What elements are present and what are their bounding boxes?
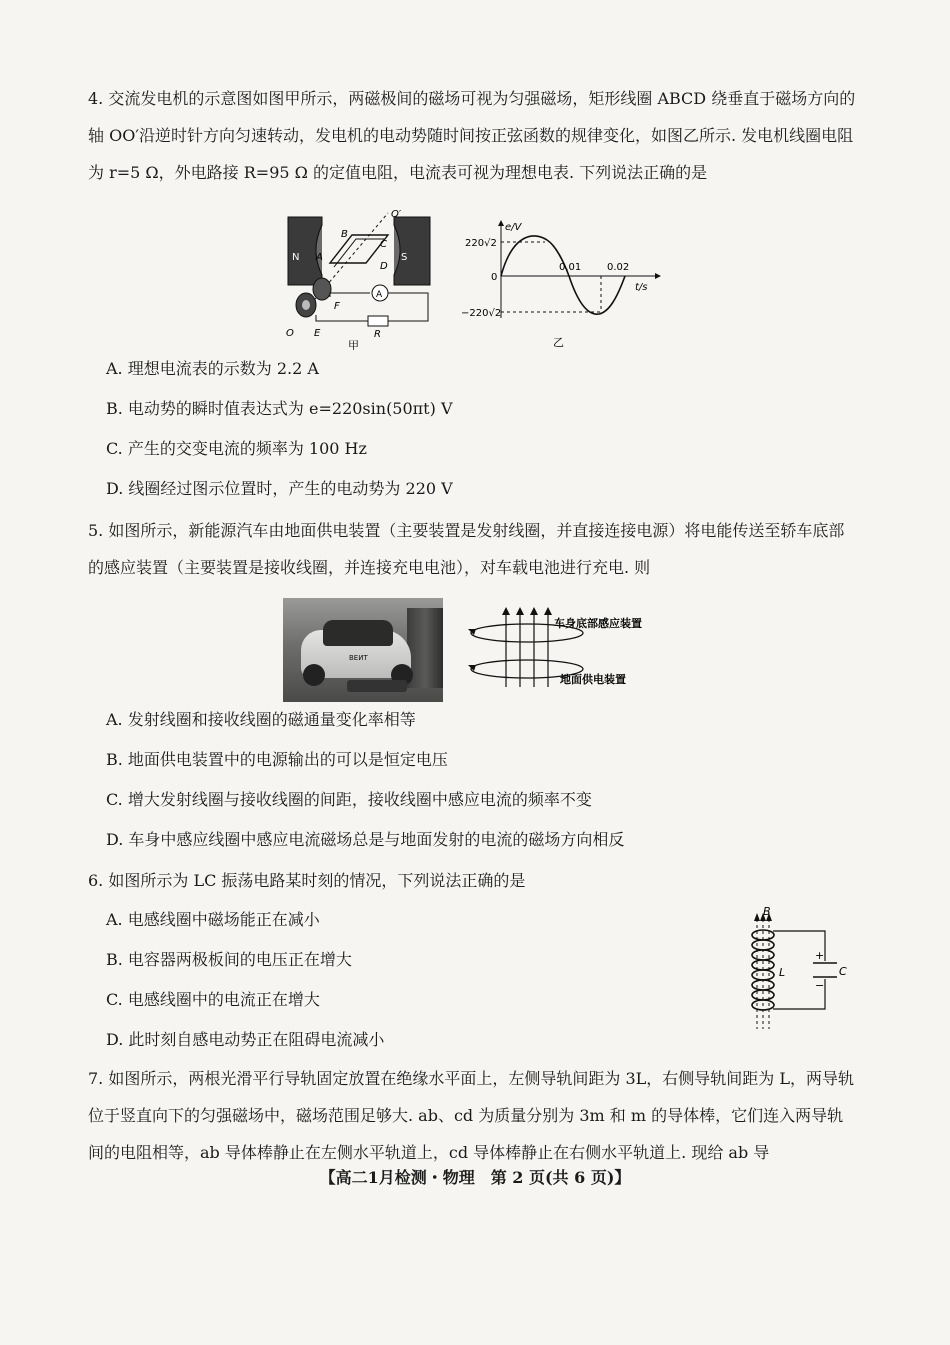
y-axis-label: e/V (505, 222, 522, 233)
q7-stem: 7. 如图所示，两根光滑平行导轨固定放置在绝缘水平面上，左侧导轨间距为 3L，右侧导轨间距为 L，两导轨位于竖直向下的匀强磁场中，磁场范围足够大. ab、cd 为质量分别为 3m 和 m 的导体棒，它们连入两导轨间的电阻相等，ab 导体棒静止在左侧水平轨道上，cd 导体棒静止在右侧水平轨道上. 现给 ab 导 (88, 1069, 854, 1162)
q6-option-c: C. 电感线圈中的电流正在增大 (106, 990, 320, 1009)
q4-option-b: B. 电动势的瞬时值表达式为 e=220sin(50πt) V (106, 399, 453, 418)
ammeter-label: A (376, 290, 383, 300)
label-s: S (401, 252, 408, 263)
q6-option-a: A. 电感线圈中磁场能正在减小 (106, 910, 320, 929)
y-max-label: 220√2 (465, 238, 497, 249)
label-b: B (763, 905, 771, 918)
q4-option-a: A. 理想电流表的示数为 2.2 A (106, 359, 319, 378)
resistor-r (368, 316, 388, 326)
page-footer: 【高二1月检测・物理 第 2 页(共 6 页)】 (319, 1168, 631, 1187)
label-d: D (380, 261, 388, 272)
origin-label: 0 (491, 272, 498, 283)
label-b: B (341, 229, 348, 240)
label-r: R (374, 329, 381, 340)
q6-option-d: D. 此时刻自感电动势正在阻碍电流减小 (106, 1030, 385, 1049)
top-coil-label: 车身底部感应装置 (554, 617, 642, 630)
emf-curve (501, 236, 625, 314)
t2-label: 0.02 (607, 262, 630, 273)
generator-diagram (270, 205, 445, 350)
y-min-label: −220√2 (461, 308, 502, 319)
label-f: F (334, 301, 340, 312)
q5-option-d: D. 车身中感应线圈中感应电流磁场总是与地面发射的电流的磁场方向相反 (106, 830, 625, 849)
minus-sign: − (815, 979, 825, 992)
x-axis-label: t/s (635, 282, 648, 293)
q5-option-b: B. 地面供电装置中的电源输出的可以是恒定电压 (106, 750, 448, 769)
label-c: C (380, 239, 387, 250)
bottom-coil-label: 地面供电装置 (560, 673, 626, 686)
label-e: E (314, 328, 321, 339)
license-plate: ВЕИТ (349, 654, 368, 662)
label-l: L (779, 966, 786, 979)
figure-label-yi: 乙 (553, 336, 564, 349)
emf-time-graph (455, 218, 665, 353)
q6-stem: 6. 如图所示为 LC 振荡电路某时刻的情况，下列说法正确的是 (88, 871, 526, 890)
t1-label: 0.01 (559, 262, 582, 273)
label-o: O (286, 328, 294, 339)
q6-option-b: B. 电容器两极板间的电压正在增大 (106, 950, 352, 969)
q4-option-c: C. 产生的交变电流的频率为 100 Hz (106, 439, 367, 458)
wireless-charging-diagram (462, 605, 662, 695)
slip-ring (313, 278, 331, 300)
label-o-prime: O′ (391, 209, 402, 220)
plus-sign: + (815, 949, 825, 962)
q5-stem: 5. 如图所示，新能源汽车由地面供电装置（主要装置是发射线圈，并直接连接电源）将电能传送至轿车底部的感应装置（主要装置是接收线圈，并连接充电电池），对车载电池进行充电. 则 (88, 521, 845, 577)
q5-option-a: A. 发射线圈和接收线圈的磁通量变化率相等 (106, 710, 416, 729)
q4-option-d: D. 线圈经过图示位置时，产生的电动势为 220 V (106, 479, 453, 498)
q5-option-c: C. 增大发射线圈与接收线圈的间距，接收线圈中感应电流的频率不变 (106, 790, 592, 809)
charging-car-photo (283, 598, 443, 702)
label-a: A (316, 252, 323, 263)
label-c: C (839, 965, 847, 978)
q4-stem: 4. 交流发电机的示意图如图甲所示，两磁极间的磁场可视为匀强磁场，矩形线圈 ABCD 绕垂直于磁场方向的轴 OO′沿逆时针方向匀速转动，发电机的电动势随时间按正弦函数的规律变化，如图乙所示. 发电机线圈电阻为 r=5 Ω，外电路接 R=95 Ω 的定值电阻，电流表可视为理想电表. 下列说法正确的是 (88, 89, 856, 182)
label-n: N (292, 252, 300, 263)
figure-label-jia: 甲 (348, 339, 359, 350)
